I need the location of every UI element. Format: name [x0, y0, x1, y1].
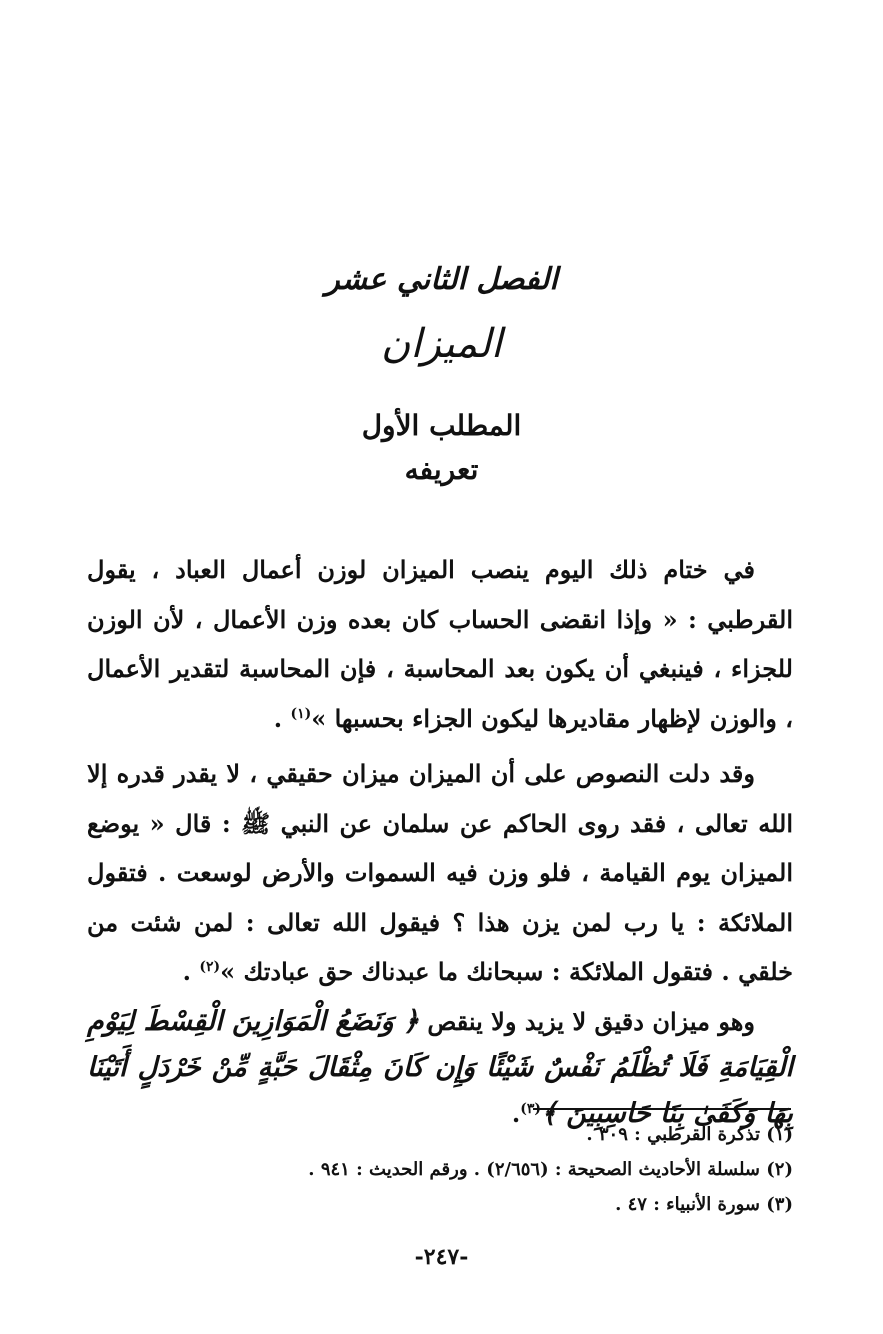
footnote-marker: (٢) — [199, 959, 221, 975]
chapter-label: الفصل الثاني عشر — [325, 262, 558, 297]
footnote-marker: (٣) — [520, 1101, 542, 1117]
paragraph-text: وهو ميزان دقيق لا يزيد ولا ينقص — [418, 1007, 755, 1036]
quran-verse: ﴿ وَنَضَعُ الْمَوَازِينَ الْقِسْطَ لِيَوْمِ الْقِيَامَةِ فَلَا تُظْلَمُ نَفْسٌ شَيْئًا وَإِن كَانَ مِثْقَالَ حَبَّةٍ مِّنْ خَرْدَلٍ أَتَيْنَا بِهَا وَكَفَىٰ بِنَا حَاسِبِينَ ﴾ — [87, 1006, 793, 1129]
chapter-title: الميزان — [380, 321, 503, 367]
paragraph-hadith — [87, 749, 793, 997]
footnote-marker: (١) — [290, 705, 312, 722]
section-title: المطلب الأول — [361, 409, 522, 442]
paragraph-text: وقد دلت النصوص على أن الميزان ميزان حقيقي ، لا يقدر قدره إلا الله تعالى ، فقد روى الحاكم عن سلمان عن النبي ﷺ : قال « يوضع الميزان يوم القيامة ، فلو وزن فيه السموات والأرض لوسعت . فتقول الملائكة : يا رب لمن يزن هذا ؟ فيقول الله تعالى : لمن شئت من خلقي . فتقول الملائكة : سبحانك ما عبدناك حق عبادتك » — [87, 759, 793, 986]
footnote-divider — [533, 1108, 791, 1110]
paragraph-definition — [87, 545, 793, 743]
footnotes-list — [87, 1117, 793, 1222]
section-subtitle: تعريفه — [404, 453, 479, 486]
paragraph-text: في ختام ذلك اليوم ينصب الميزان لوزن أعمال العباد ، يقول القرطبي : « وإذا انقضى الحساب كان بعده وزن الأعمال ، لأن الوزن للجزاء ، فينبغي أن يكون بعد المحاسبة ، فإن المحاسبة لتقدير الأعمال ، والوزن لإظهار مقاديرها ليكون الجزاء بحسبها » — [87, 555, 793, 733]
page-number: -٢٤٧- — [414, 1244, 469, 1270]
paragraph-end: . — [511, 1099, 521, 1128]
footnote-item: (٢) سلسلة الأحاديث الصحيحة : (٢/٦٥٦) . ورقم الحديث : ٩٤١ . — [308, 1159, 793, 1180]
footnote-item: (١) تذكرة القرطبي : ٣٠٩ . — [586, 1124, 793, 1145]
footnote-item: (٣) سورة الأنبياء : ٤٧ . — [615, 1194, 793, 1215]
paragraph-end: . — [182, 957, 200, 986]
paragraph-end: . — [273, 703, 291, 733]
